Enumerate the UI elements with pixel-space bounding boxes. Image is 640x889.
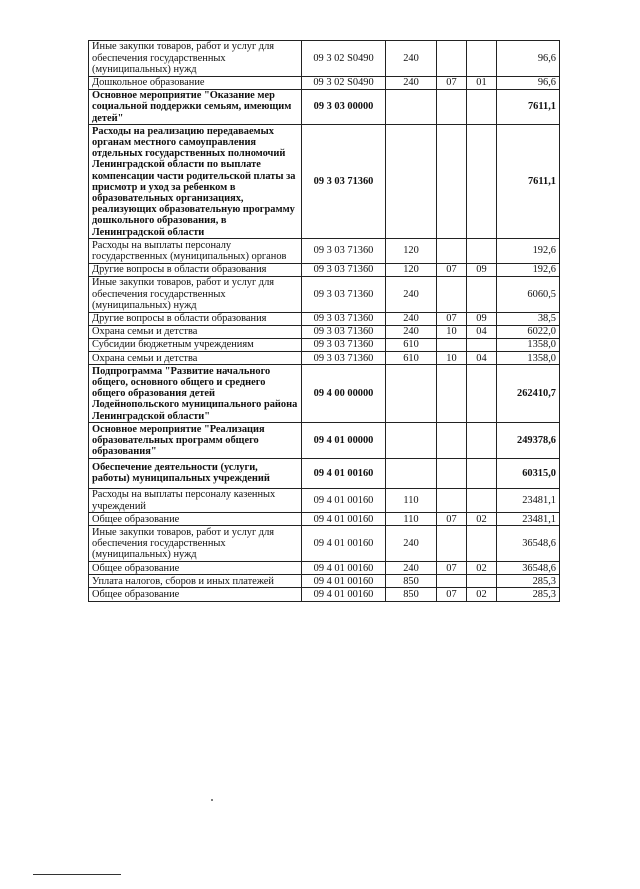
row-name: Охрана семьи и детства: [89, 352, 302, 365]
row-target-code: 09 3 02 S0490: [302, 41, 386, 77]
row-section: 07: [437, 588, 467, 601]
row-expense-kind: 120: [386, 263, 437, 276]
footer-rule: [33, 874, 121, 875]
row-expense-kind: 110: [386, 488, 437, 512]
row-name: Обеспечение деятельности (услуги, работы) муниципальных учреждений: [89, 458, 302, 488]
row-expense-kind: [386, 365, 437, 423]
row-target-code: 09 3 03 71360: [302, 338, 386, 351]
row-expense-kind: 850: [386, 588, 437, 601]
row-subsection: [467, 276, 497, 312]
row-subsection: [467, 458, 497, 488]
row-amount: 192,6: [497, 239, 560, 263]
table-row: [89, 458, 560, 488]
row-section: 07: [437, 263, 467, 276]
row-subsection: 04: [467, 325, 497, 338]
row-expense-kind: 240: [386, 76, 437, 89]
row-target-code: 09 3 03 71360: [302, 325, 386, 338]
row-section: 07: [437, 312, 467, 325]
row-subsection: [467, 488, 497, 512]
row-amount: 23481,1: [497, 488, 560, 512]
row-name: Иные закупки товаров, работ и услуг для обеспечения государственных (муниципальных) нужд: [89, 276, 302, 312]
row-expense-kind: 850: [386, 575, 437, 588]
table-row: [89, 325, 560, 338]
table-row: [89, 276, 560, 312]
row-section: 07: [437, 76, 467, 89]
page-mark: [211, 799, 213, 801]
row-subsection: [467, 423, 497, 459]
row-section: [437, 526, 467, 562]
row-target-code: 09 4 01 00160: [302, 458, 386, 488]
row-name: Охрана семьи и детства: [89, 325, 302, 338]
row-target-code: 09 3 03 71360: [302, 239, 386, 263]
row-subsection: [467, 526, 497, 562]
row-section: [437, 89, 467, 125]
table-row: [89, 562, 560, 575]
table-row: [89, 312, 560, 325]
row-section: [437, 458, 467, 488]
row-expense-kind: 240: [386, 526, 437, 562]
row-name: Общее образование: [89, 562, 302, 575]
table-row: [89, 263, 560, 276]
row-expense-kind: 240: [386, 325, 437, 338]
row-amount: 262410,7: [497, 365, 560, 423]
row-section: [437, 41, 467, 77]
row-subsection: [467, 125, 497, 239]
row-amount: 60315,0: [497, 458, 560, 488]
row-name: Расходы на выплаты персоналу казенных учреждений: [89, 488, 302, 512]
row-target-code: 09 4 01 00160: [302, 562, 386, 575]
row-section: 07: [437, 513, 467, 526]
row-expense-kind: 240: [386, 41, 437, 77]
row-name: Расходы на выплаты персоналу государственных (муниципальных) органов: [89, 239, 302, 263]
row-section: [437, 338, 467, 351]
table-row: [89, 513, 560, 526]
row-subsection: 04: [467, 352, 497, 365]
row-amount: 23481,1: [497, 513, 560, 526]
row-name: Подпрограмма "Развитие начального общего, основного общего и среднего общего образования детей Лодейнопольского муниципального района Ленинградской области": [89, 365, 302, 423]
row-subsection: [467, 338, 497, 351]
row-section: [437, 423, 467, 459]
row-amount: 285,3: [497, 575, 560, 588]
row-subsection: 09: [467, 263, 497, 276]
row-name: Другие вопросы в области образования: [89, 312, 302, 325]
row-amount: 96,6: [497, 41, 560, 77]
row-name: Уплата налогов, сборов и иных платежей: [89, 575, 302, 588]
table-row: [89, 423, 560, 459]
row-subsection: 02: [467, 588, 497, 601]
table-row: [89, 588, 560, 601]
row-target-code: 09 3 03 71360: [302, 352, 386, 365]
row-subsection: [467, 41, 497, 77]
row-subsection: 02: [467, 513, 497, 526]
row-name: Общее образование: [89, 588, 302, 601]
row-target-code: 09 3 03 00000: [302, 89, 386, 125]
row-subsection: [467, 575, 497, 588]
row-name: Основное мероприятие "Оказание мер социальной поддержки семьям, имеющим детей": [89, 89, 302, 125]
row-target-code: 09 4 01 00160: [302, 575, 386, 588]
row-amount: 285,3: [497, 588, 560, 601]
row-expense-kind: [386, 423, 437, 459]
row-amount: 6022,0: [497, 325, 560, 338]
table-row: [89, 125, 560, 239]
row-expense-kind: 240: [386, 562, 437, 575]
row-section: [437, 488, 467, 512]
row-expense-kind: 120: [386, 239, 437, 263]
row-amount: 7611,1: [497, 125, 560, 239]
row-section: [437, 276, 467, 312]
row-subsection: [467, 365, 497, 423]
row-name: Иные закупки товаров, работ и услуг для обеспечения государственных (муниципальных) нужд: [89, 41, 302, 77]
row-target-code: 09 4 01 00160: [302, 526, 386, 562]
table-row: [89, 41, 560, 77]
row-name: Общее образование: [89, 513, 302, 526]
row-amount: 1358,0: [497, 338, 560, 351]
row-name: Дошкольное образование: [89, 76, 302, 89]
row-expense-kind: 610: [386, 338, 437, 351]
row-expense-kind: 110: [386, 513, 437, 526]
table-row: [89, 365, 560, 423]
row-name: Субсидии бюджетным учреждениям: [89, 338, 302, 351]
row-amount: 192,6: [497, 263, 560, 276]
row-name: Основное мероприятие "Реализация образовательных программ общего образования": [89, 423, 302, 459]
row-subsection: 09: [467, 312, 497, 325]
table-row: [89, 239, 560, 263]
row-expense-kind: 240: [386, 276, 437, 312]
row-expense-kind: [386, 125, 437, 239]
row-name: Иные закупки товаров, работ и услуг для обеспечения государственных (муниципальных) нужд: [89, 526, 302, 562]
row-target-code: 09 4 01 00000: [302, 423, 386, 459]
row-amount: 1358,0: [497, 352, 560, 365]
row-section: 10: [437, 352, 467, 365]
row-target-code: 09 4 01 00160: [302, 588, 386, 601]
row-expense-kind: [386, 89, 437, 125]
row-subsection: 02: [467, 562, 497, 575]
table-row: [89, 526, 560, 562]
table-row: [89, 352, 560, 365]
row-amount: 36548,6: [497, 562, 560, 575]
table-row: [89, 575, 560, 588]
row-subsection: [467, 89, 497, 125]
row-amount: 7611,1: [497, 89, 560, 125]
row-amount: 249378,6: [497, 423, 560, 459]
row-expense-kind: 610: [386, 352, 437, 365]
table-row: [89, 76, 560, 89]
row-amount: 96,6: [497, 76, 560, 89]
row-section: [437, 125, 467, 239]
table-row: [89, 488, 560, 512]
row-name: Расходы на реализацию передаваемых органам местного самоуправления отдельных государственных полномочий Ленинградской области по выплате компенсации части родительской платы за присмотр и уход за ребенком в образовательных организациях, реализующих образовательную программу дошкольного образования, в Ленинградской области: [89, 125, 302, 239]
row-expense-kind: [386, 458, 437, 488]
row-section: [437, 575, 467, 588]
budget-table: [88, 40, 560, 602]
row-target-code: 09 4 01 00160: [302, 488, 386, 512]
row-target-code: 09 4 00 00000: [302, 365, 386, 423]
table-row: [89, 338, 560, 351]
row-section: 10: [437, 325, 467, 338]
table-row: [89, 89, 560, 125]
row-target-code: 09 3 02 S0490: [302, 76, 386, 89]
row-amount: 38,5: [497, 312, 560, 325]
budget-table-body: [89, 41, 560, 602]
row-subsection: [467, 239, 497, 263]
row-amount: 36548,6: [497, 526, 560, 562]
row-target-code: 09 3 03 71360: [302, 263, 386, 276]
row-target-code: 09 3 03 71360: [302, 276, 386, 312]
row-expense-kind: 240: [386, 312, 437, 325]
row-section: [437, 239, 467, 263]
row-target-code: 09 3 03 71360: [302, 125, 386, 239]
row-section: 07: [437, 562, 467, 575]
row-amount: 6060,5: [497, 276, 560, 312]
row-target-code: 09 4 01 00160: [302, 513, 386, 526]
row-target-code: 09 3 03 71360: [302, 312, 386, 325]
row-section: [437, 365, 467, 423]
row-name: Другие вопросы в области образования: [89, 263, 302, 276]
row-subsection: 01: [467, 76, 497, 89]
